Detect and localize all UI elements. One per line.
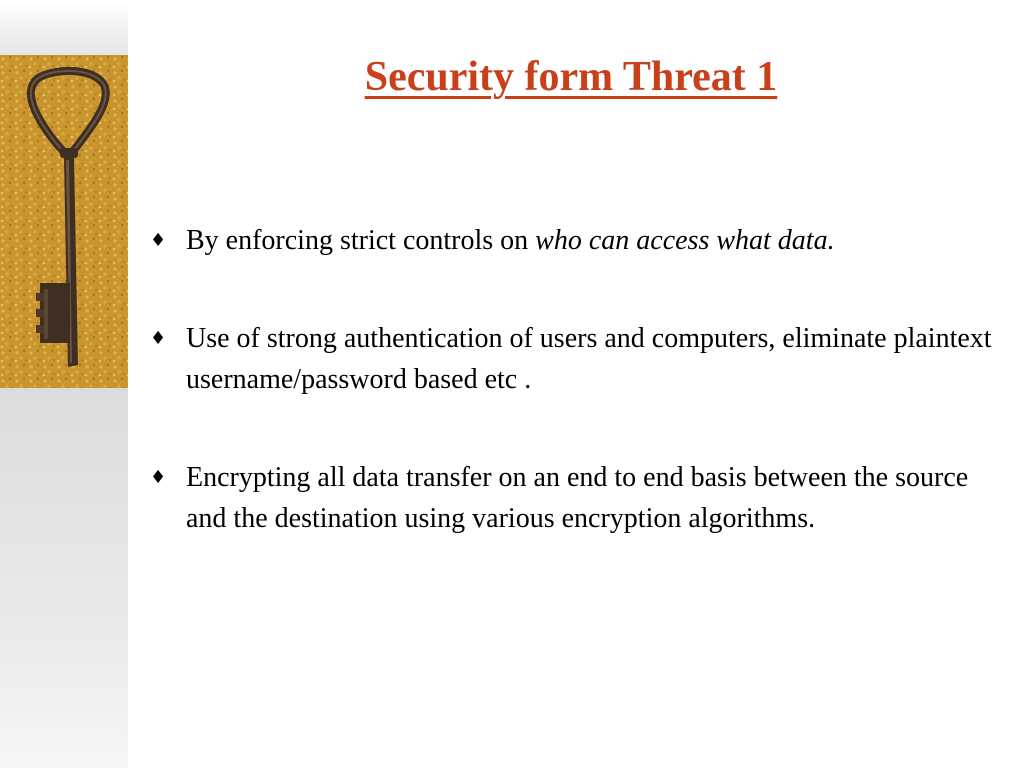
diamond-bullet-icon: ♦	[150, 467, 167, 488]
bullet-text: Encrypting all data transfer on an end to end basis between the source and the destination using various encryption algorithms.	[186, 462, 969, 534]
diamond-bullet-icon: ♦	[150, 230, 167, 251]
diamond-bullet-icon: ♦	[150, 328, 167, 349]
bullet-item	[150, 457, 1010, 539]
key-photo	[0, 55, 128, 388]
slide-title: Security form Threat 1	[364, 54, 778, 100]
bullet-item	[150, 220, 1010, 261]
bullet-text-emphasis: who can access what data.	[535, 225, 835, 256]
bullet-text: By enforcing strict controls on	[186, 225, 536, 256]
bullet-item	[150, 318, 1010, 400]
antique-key-icon	[0, 55, 128, 388]
bullet-list	[150, 220, 1010, 539]
bullet-text: Use of strong authentication of users and computers, eliminate plaintext username/password based etc .	[186, 323, 992, 395]
